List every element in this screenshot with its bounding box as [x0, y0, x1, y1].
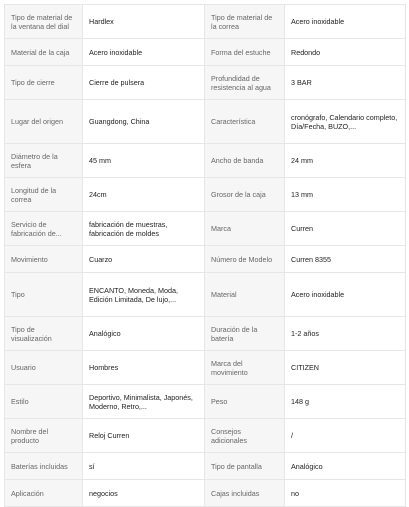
- spec-label: Nombre del producto: [5, 419, 83, 453]
- spec-value: Hardlex: [83, 5, 205, 39]
- spec-label: Servicio de fabricación de...: [5, 212, 83, 246]
- spec-row: [5, 5, 406, 39]
- spec-label: Movimiento: [5, 246, 83, 273]
- spec-body: [5, 5, 406, 507]
- spec-value: Curren 8355: [285, 246, 406, 273]
- spec-label: Aplicación: [5, 480, 83, 507]
- spec-label: Profundidad de resistencia al agua: [205, 66, 285, 100]
- spec-row: [5, 480, 406, 507]
- spec-value: Curren: [285, 212, 406, 246]
- spec-row: [5, 66, 406, 100]
- spec-label: Grosor de la caja: [205, 178, 285, 212]
- spec-row: [5, 100, 406, 144]
- spec-row: [5, 385, 406, 419]
- spec-label: Marca del movimiento: [205, 351, 285, 385]
- spec-value: Deportivo, Minimalista, Japonés, Moderno, Retro,...: [83, 385, 205, 419]
- spec-value: Guangdong, China: [83, 100, 205, 144]
- spec-value: 13 mm: [285, 178, 406, 212]
- spec-label: Usuario: [5, 351, 83, 385]
- spec-value: 24 mm: [285, 144, 406, 178]
- spec-label: Material: [205, 273, 285, 317]
- spec-value: 148 g: [285, 385, 406, 419]
- spec-label: Número de Modelo: [205, 246, 285, 273]
- spec-label: Característica: [205, 100, 285, 144]
- spec-row: [5, 273, 406, 317]
- spec-row: [5, 212, 406, 246]
- spec-value: Acero inoxidable: [285, 5, 406, 39]
- spec-value: Acero inoxidable: [83, 39, 205, 66]
- spec-row: [5, 39, 406, 66]
- spec-value: cronógrafo, Calendario completo, Día/Fecha, BUZO,...: [285, 100, 406, 144]
- spec-label: Tipo de cierre: [5, 66, 83, 100]
- spec-label: Tipo de pantalla: [205, 453, 285, 480]
- spec-value: Reloj Curren: [83, 419, 205, 453]
- spec-value: fabricación de muestras, fabricación de moldes: [83, 212, 205, 246]
- spec-value: sí: [83, 453, 205, 480]
- spec-row: [5, 419, 406, 453]
- spec-value: Cierre de pulsera: [83, 66, 205, 100]
- spec-label: Lugar del origen: [5, 100, 83, 144]
- spec-row: [5, 453, 406, 480]
- spec-label: Estilo: [5, 385, 83, 419]
- spec-label: Consejos adicionales: [205, 419, 285, 453]
- spec-label: Tipo: [5, 273, 83, 317]
- spec-label: Marca: [205, 212, 285, 246]
- spec-row: [5, 178, 406, 212]
- spec-label: Cajas incluidas: [205, 480, 285, 507]
- spec-value: Analógico: [83, 317, 205, 351]
- spec-value: ENCANTO, Moneda, Moda, Edición Limitada, De lujo,...: [83, 273, 205, 317]
- spec-label: Duración de la batería: [205, 317, 285, 351]
- spec-label: Ancho de banda: [205, 144, 285, 178]
- spec-value: CITIZEN: [285, 351, 406, 385]
- spec-label: Forma del estuche: [205, 39, 285, 66]
- spec-value: Acero inoxidable: [285, 273, 406, 317]
- spec-row: [5, 144, 406, 178]
- spec-value: Cuarzo: [83, 246, 205, 273]
- spec-label: Diámetro de la esfera: [5, 144, 83, 178]
- spec-value: Redondo: [285, 39, 406, 66]
- spec-value: negocios: [83, 480, 205, 507]
- spec-value: 45 mm: [83, 144, 205, 178]
- spec-value: Analógico: [285, 453, 406, 480]
- spec-value: 1-2 años: [285, 317, 406, 351]
- spec-value: 3 BAR: [285, 66, 406, 100]
- spec-label: Tipo de material de la correa: [205, 5, 285, 39]
- spec-label: Tipo de material de la ventana del dial: [5, 5, 83, 39]
- spec-label: Longitud de la correa: [5, 178, 83, 212]
- product-specs-table: [4, 4, 406, 507]
- spec-label: Baterías incluidas: [5, 453, 83, 480]
- spec-value: no: [285, 480, 406, 507]
- spec-row: [5, 317, 406, 351]
- spec-label: Material de la caja: [5, 39, 83, 66]
- spec-label: Peso: [205, 385, 285, 419]
- spec-value: /: [285, 419, 406, 453]
- spec-value: Hombres: [83, 351, 205, 385]
- spec-label: Tipo de visualización: [5, 317, 83, 351]
- spec-row: [5, 351, 406, 385]
- spec-value: 24cm: [83, 178, 205, 212]
- spec-row: [5, 246, 406, 273]
